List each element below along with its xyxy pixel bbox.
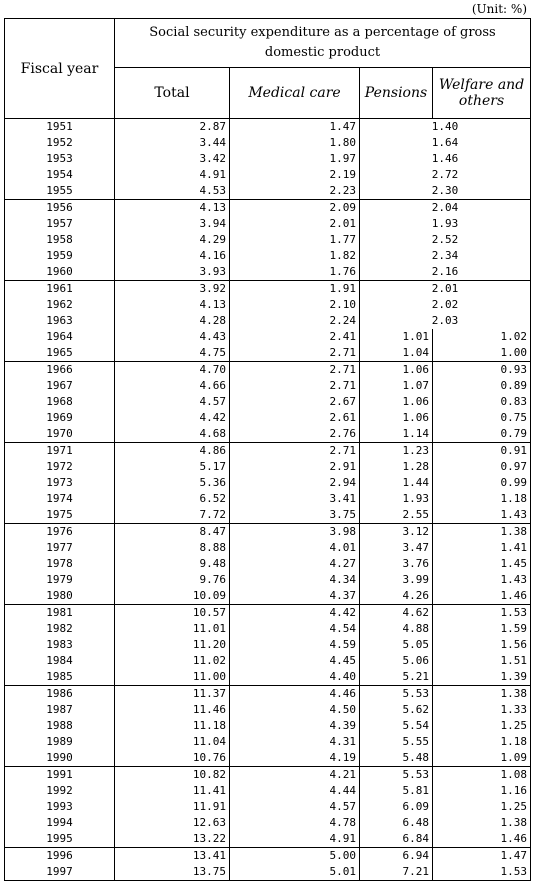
table-row	[5, 540, 531, 556]
cell-pensions: 6.09	[360, 799, 433, 815]
cell-total: 5.36	[115, 475, 230, 491]
cell-total: 11.46	[115, 702, 230, 718]
table-row	[5, 297, 531, 313]
cell-total: 5.17	[115, 459, 230, 475]
cell-fiscal-year: 1981	[5, 605, 115, 622]
cell-fiscal-year: 1970	[5, 426, 115, 443]
table-row	[5, 410, 531, 426]
cell-pensions: 1.14	[360, 426, 433, 443]
cell-medical-care: 1.82	[230, 248, 360, 264]
cell-pensions: 5.21	[360, 669, 433, 686]
cell-medical-care: 2.76	[230, 426, 360, 443]
cell-pensions: 5.81	[360, 783, 433, 799]
table-row	[5, 281, 531, 298]
table-row	[5, 378, 531, 394]
cell-pensions: 7.21	[360, 864, 433, 881]
cell-medical-care: 4.39	[230, 718, 360, 734]
cell-pensions: 6.94	[360, 848, 433, 865]
cell-pensions: 5.06	[360, 653, 433, 669]
cell-pensions: 5.48	[360, 750, 433, 767]
cell-total: 4.28	[115, 313, 230, 329]
cell-total: 3.93	[115, 264, 230, 281]
table-row	[5, 686, 531, 703]
cell-welfare: 1.25	[433, 718, 531, 734]
table-row	[5, 507, 531, 524]
cell-fiscal-year: 1977	[5, 540, 115, 556]
cell-total: 11.20	[115, 637, 230, 653]
table-row	[5, 864, 531, 881]
table-row	[5, 329, 531, 345]
table-row	[5, 264, 531, 281]
cell-total: 11.91	[115, 799, 230, 815]
cell-total: 6.52	[115, 491, 230, 507]
cell-total: 4.16	[115, 248, 230, 264]
cell-fiscal-year: 1986	[5, 686, 115, 703]
cell-welfare: 1.46	[433, 588, 531, 605]
cell-fiscal-year: 1989	[5, 734, 115, 750]
cell-medical-care: 2.09	[230, 200, 360, 217]
cell-total: 4.57	[115, 394, 230, 410]
cell-fiscal-year: 1996	[5, 848, 115, 865]
cell-medical-care: 4.27	[230, 556, 360, 572]
social-security-table	[4, 18, 531, 881]
cell-welfare: 1.41	[433, 540, 531, 556]
cell-fiscal-year: 1984	[5, 653, 115, 669]
cell-medical-care: 1.76	[230, 264, 360, 281]
cell-total: 4.68	[115, 426, 230, 443]
table-row	[5, 200, 531, 217]
cell-total: 4.29	[115, 232, 230, 248]
cell-fiscal-year: 1973	[5, 475, 115, 491]
cell-medical-care: 2.91	[230, 459, 360, 475]
cell-pensions: 1.93	[360, 491, 433, 507]
cell-fiscal-year: 1978	[5, 556, 115, 572]
table-row	[5, 783, 531, 799]
cell-total: 11.02	[115, 653, 230, 669]
cell-pensions: 3.47	[360, 540, 433, 556]
table-row	[5, 443, 531, 460]
cell-medical-care: 1.91	[230, 281, 360, 298]
cell-medical-care: 2.71	[230, 345, 360, 362]
cell-total: 10.09	[115, 588, 230, 605]
header-welfare	[433, 68, 531, 119]
cell-pensions: 5.55	[360, 734, 433, 750]
cell-fiscal-year: 1965	[5, 345, 115, 362]
cell-welfare: 1.43	[433, 507, 531, 524]
cell-total: 10.76	[115, 750, 230, 767]
cell-pensions-welfare-combined: 2.72	[360, 167, 531, 183]
table-row	[5, 491, 531, 507]
cell-fiscal-year: 1962	[5, 297, 115, 313]
cell-welfare: 1.53	[433, 605, 531, 622]
cell-fiscal-year: 1957	[5, 216, 115, 232]
cell-fiscal-year: 1988	[5, 718, 115, 734]
cell-fiscal-year: 1955	[5, 183, 115, 200]
cell-total: 11.04	[115, 734, 230, 750]
cell-total: 11.00	[115, 669, 230, 686]
header-welfare-line1: Welfare and	[438, 77, 525, 93]
cell-welfare: 1.51	[433, 653, 531, 669]
table-row	[5, 232, 531, 248]
table-row	[5, 183, 531, 200]
header-welfare-line2: others	[458, 93, 505, 109]
cell-medical-care: 4.59	[230, 637, 360, 653]
cell-medical-care: 2.24	[230, 313, 360, 329]
table-row	[5, 734, 531, 750]
table-row	[5, 669, 531, 686]
cell-total: 11.01	[115, 621, 230, 637]
cell-total: 4.13	[115, 297, 230, 313]
table-row	[5, 167, 531, 183]
cell-total: 4.13	[115, 200, 230, 217]
table-row	[5, 135, 531, 151]
cell-pensions-welfare-combined: 2.52	[360, 232, 531, 248]
cell-pensions: 5.53	[360, 767, 433, 784]
table-row	[5, 151, 531, 167]
cell-medical-care: 4.01	[230, 540, 360, 556]
cell-medical-care: 4.34	[230, 572, 360, 588]
table-row	[5, 750, 531, 767]
cell-pensions: 4.88	[360, 621, 433, 637]
cell-fiscal-year: 1983	[5, 637, 115, 653]
cell-medical-care: 4.37	[230, 588, 360, 605]
cell-medical-care: 2.19	[230, 167, 360, 183]
cell-total: 3.42	[115, 151, 230, 167]
cell-total: 10.82	[115, 767, 230, 784]
cell-total: 8.88	[115, 540, 230, 556]
table-row	[5, 702, 531, 718]
cell-fiscal-year: 1982	[5, 621, 115, 637]
table-row	[5, 767, 531, 784]
cell-welfare: 1.25	[433, 799, 531, 815]
table-row	[5, 815, 531, 831]
cell-pensions-welfare-combined: 2.01	[360, 281, 531, 298]
cell-total: 2.87	[115, 119, 230, 136]
cell-total: 4.70	[115, 362, 230, 379]
table-row	[5, 588, 531, 605]
cell-welfare: 1.43	[433, 572, 531, 588]
cell-medical-care: 4.21	[230, 767, 360, 784]
cell-fiscal-year: 1971	[5, 443, 115, 460]
cell-pensions: 3.12	[360, 524, 433, 541]
table-row	[5, 216, 531, 232]
cell-total: 4.53	[115, 183, 230, 200]
table-row	[5, 653, 531, 669]
cell-welfare: 0.93	[433, 362, 531, 379]
cell-pensions: 3.76	[360, 556, 433, 572]
cell-welfare: 0.75	[433, 410, 531, 426]
cell-medical-care: 4.91	[230, 831, 360, 848]
cell-fiscal-year: 1974	[5, 491, 115, 507]
table-row	[5, 718, 531, 734]
cell-pensions: 1.06	[360, 410, 433, 426]
cell-fiscal-year: 1972	[5, 459, 115, 475]
cell-welfare: 0.89	[433, 378, 531, 394]
table-row	[5, 119, 531, 136]
cell-medical-care: 5.01	[230, 864, 360, 881]
cell-fiscal-year: 1990	[5, 750, 115, 767]
cell-fiscal-year: 1993	[5, 799, 115, 815]
header-medical-care: Medical care	[230, 68, 360, 119]
cell-medical-care: 4.42	[230, 605, 360, 622]
cell-fiscal-year: 1985	[5, 669, 115, 686]
header-pensions: Pensions	[360, 68, 433, 119]
cell-fiscal-year: 1961	[5, 281, 115, 298]
cell-total: 9.48	[115, 556, 230, 572]
cell-pensions-welfare-combined: 1.46	[360, 151, 531, 167]
table-row	[5, 313, 531, 329]
cell-medical-care: 1.47	[230, 119, 360, 136]
cell-medical-care: 1.77	[230, 232, 360, 248]
cell-fiscal-year: 1968	[5, 394, 115, 410]
cell-medical-care: 2.01	[230, 216, 360, 232]
cell-pensions: 5.53	[360, 686, 433, 703]
cell-medical-care: 2.67	[230, 394, 360, 410]
cell-medical-care: 4.40	[230, 669, 360, 686]
table-row	[5, 362, 531, 379]
cell-total: 4.66	[115, 378, 230, 394]
cell-total: 8.47	[115, 524, 230, 541]
cell-fiscal-year: 1995	[5, 831, 115, 848]
table-row	[5, 475, 531, 491]
table-row	[5, 831, 531, 848]
cell-fiscal-year: 1980	[5, 588, 115, 605]
cell-medical-care: 2.61	[230, 410, 360, 426]
cell-welfare: 1.08	[433, 767, 531, 784]
cell-pensions: 3.99	[360, 572, 433, 588]
table-row	[5, 459, 531, 475]
cell-welfare: 1.38	[433, 524, 531, 541]
cell-welfare: 1.47	[433, 848, 531, 865]
cell-pensions-welfare-combined: 1.64	[360, 135, 531, 151]
cell-welfare: 1.59	[433, 621, 531, 637]
header-fiscal-year: Fiscal year	[5, 19, 115, 119]
cell-medical-care: 4.31	[230, 734, 360, 750]
cell-medical-care: 3.41	[230, 491, 360, 507]
cell-medical-care: 2.41	[230, 329, 360, 345]
cell-fiscal-year: 1958	[5, 232, 115, 248]
table-row	[5, 799, 531, 815]
cell-medical-care: 4.54	[230, 621, 360, 637]
table-row	[5, 556, 531, 572]
cell-total: 10.57	[115, 605, 230, 622]
cell-medical-care: 4.19	[230, 750, 360, 767]
cell-pensions-welfare-combined: 2.34	[360, 248, 531, 264]
cell-fiscal-year: 1959	[5, 248, 115, 264]
cell-total: 9.76	[115, 572, 230, 588]
cell-pensions: 6.48	[360, 815, 433, 831]
cell-total: 13.41	[115, 848, 230, 865]
cell-welfare: 1.45	[433, 556, 531, 572]
cell-pensions: 5.05	[360, 637, 433, 653]
cell-welfare: 1.18	[433, 491, 531, 507]
cell-pensions: 5.54	[360, 718, 433, 734]
table-row	[5, 621, 531, 637]
cell-total: 4.91	[115, 167, 230, 183]
cell-pensions: 1.01	[360, 329, 433, 345]
cell-fiscal-year: 1967	[5, 378, 115, 394]
cell-medical-care: 3.98	[230, 524, 360, 541]
cell-fiscal-year: 1953	[5, 151, 115, 167]
cell-welfare: 0.99	[433, 475, 531, 491]
cell-welfare: 1.53	[433, 864, 531, 881]
cell-pensions: 2.55	[360, 507, 433, 524]
header-group: Social security expenditure as a percentage of gross domestic product	[115, 19, 531, 68]
cell-fiscal-year: 1969	[5, 410, 115, 426]
cell-fiscal-year: 1992	[5, 783, 115, 799]
cell-medical-care: 4.46	[230, 686, 360, 703]
cell-fiscal-year: 1964	[5, 329, 115, 345]
cell-welfare: 1.39	[433, 669, 531, 686]
cell-medical-care: 1.80	[230, 135, 360, 151]
cell-medical-care: 4.44	[230, 783, 360, 799]
cell-welfare: 1.33	[433, 702, 531, 718]
cell-welfare: 1.46	[433, 831, 531, 848]
cell-total: 4.86	[115, 443, 230, 460]
table-row	[5, 605, 531, 622]
table-row	[5, 572, 531, 588]
cell-total: 4.75	[115, 345, 230, 362]
cell-total: 11.37	[115, 686, 230, 703]
cell-total: 13.75	[115, 864, 230, 881]
cell-pensions: 4.62	[360, 605, 433, 622]
cell-pensions-welfare-combined: 2.16	[360, 264, 531, 281]
cell-total: 3.92	[115, 281, 230, 298]
cell-total: 7.72	[115, 507, 230, 524]
cell-total: 4.43	[115, 329, 230, 345]
cell-fiscal-year: 1979	[5, 572, 115, 588]
cell-pensions: 1.06	[360, 362, 433, 379]
cell-pensions: 1.04	[360, 345, 433, 362]
cell-welfare: 0.97	[433, 459, 531, 475]
unit-label: (Unit: %)	[471, 2, 527, 16]
table-row	[5, 345, 531, 362]
table-row	[5, 848, 531, 865]
cell-medical-care: 2.71	[230, 378, 360, 394]
cell-fiscal-year: 1952	[5, 135, 115, 151]
header-total: Total	[115, 68, 230, 119]
cell-medical-care: 4.57	[230, 799, 360, 815]
cell-fiscal-year: 1954	[5, 167, 115, 183]
cell-fiscal-year: 1951	[5, 119, 115, 136]
cell-fiscal-year: 1963	[5, 313, 115, 329]
cell-medical-care: 2.94	[230, 475, 360, 491]
cell-welfare: 1.00	[433, 345, 531, 362]
cell-total: 3.44	[115, 135, 230, 151]
cell-welfare: 0.79	[433, 426, 531, 443]
cell-pensions-welfare-combined: 2.04	[360, 200, 531, 217]
cell-medical-care: 2.10	[230, 297, 360, 313]
cell-medical-care: 4.50	[230, 702, 360, 718]
cell-fiscal-year: 1960	[5, 264, 115, 281]
cell-fiscal-year: 1956	[5, 200, 115, 217]
cell-fiscal-year: 1987	[5, 702, 115, 718]
cell-medical-care: 3.75	[230, 507, 360, 524]
cell-pensions: 1.07	[360, 378, 433, 394]
table-row	[5, 524, 531, 541]
cell-pensions-welfare-combined: 1.93	[360, 216, 531, 232]
cell-fiscal-year: 1975	[5, 507, 115, 524]
cell-total: 13.22	[115, 831, 230, 848]
cell-pensions: 1.28	[360, 459, 433, 475]
cell-medical-care: 4.78	[230, 815, 360, 831]
cell-welfare: 1.18	[433, 734, 531, 750]
cell-welfare: 1.09	[433, 750, 531, 767]
cell-pensions: 6.84	[360, 831, 433, 848]
cell-pensions-welfare-combined: 2.30	[360, 183, 531, 200]
cell-welfare: 0.83	[433, 394, 531, 410]
cell-pensions: 1.23	[360, 443, 433, 460]
cell-total: 11.41	[115, 783, 230, 799]
cell-pensions: 4.26	[360, 588, 433, 605]
cell-total: 4.42	[115, 410, 230, 426]
cell-total: 11.18	[115, 718, 230, 734]
cell-pensions: 5.62	[360, 702, 433, 718]
cell-medical-care: 1.97	[230, 151, 360, 167]
cell-total: 3.94	[115, 216, 230, 232]
cell-medical-care: 2.71	[230, 443, 360, 460]
cell-medical-care: 4.45	[230, 653, 360, 669]
cell-medical-care: 2.71	[230, 362, 360, 379]
table-row	[5, 394, 531, 410]
cell-fiscal-year: 1997	[5, 864, 115, 881]
cell-medical-care: 2.23	[230, 183, 360, 200]
cell-welfare: 0.91	[433, 443, 531, 460]
table-row	[5, 248, 531, 264]
cell-welfare: 1.56	[433, 637, 531, 653]
table-row	[5, 426, 531, 443]
table-row	[5, 637, 531, 653]
cell-pensions: 1.44	[360, 475, 433, 491]
cell-fiscal-year: 1994	[5, 815, 115, 831]
cell-total: 12.63	[115, 815, 230, 831]
cell-welfare: 1.38	[433, 815, 531, 831]
cell-pensions-welfare-combined: 1.40	[360, 119, 531, 136]
cell-welfare: 1.38	[433, 686, 531, 703]
cell-medical-care: 5.00	[230, 848, 360, 865]
table-body	[5, 119, 531, 881]
cell-welfare: 1.02	[433, 329, 531, 345]
cell-fiscal-year: 1966	[5, 362, 115, 379]
cell-pensions-welfare-combined: 2.03	[360, 313, 531, 329]
cell-welfare: 1.16	[433, 783, 531, 799]
cell-pensions: 1.06	[360, 394, 433, 410]
cell-fiscal-year: 1991	[5, 767, 115, 784]
cell-pensions-welfare-combined: 2.02	[360, 297, 531, 313]
cell-fiscal-year: 1976	[5, 524, 115, 541]
